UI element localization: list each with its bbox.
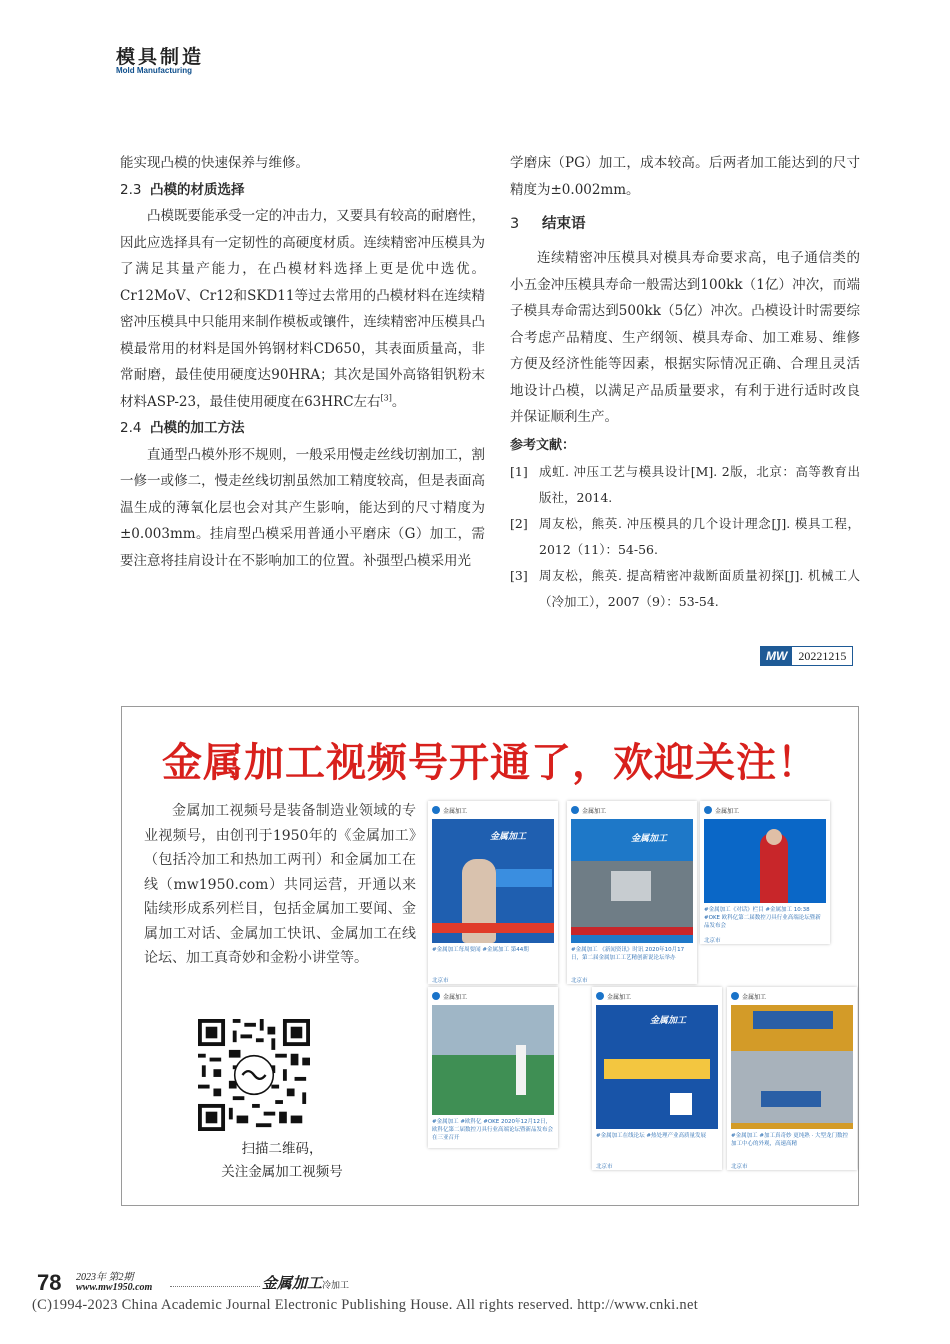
video-card[interactable] [592,987,722,1170]
channel-name: 金属加工 [607,993,632,1001]
channel-avatar-icon [571,806,579,814]
references-title: 参考文献： [510,437,576,453]
reference-number: [3] [510,568,528,583]
video-thumbnail [704,819,826,903]
mw-date-badge [760,646,853,666]
footer-brand-logo [262,1272,349,1293]
video-channel-ad [121,706,859,1206]
channel-name: 金属加工 [582,807,607,815]
card-caption: #金属加工 #欧科亿 #OKE 2020年12月12日，欧科亿第二届数控刀具行业高端论坛暨新品发布会在三亚召开 [432,1119,554,1141]
section-heading-3 [510,209,860,239]
card-caption: #金属加工每周要闻 #金属加工 第44期 [432,947,529,953]
channel-avatar-icon [596,992,604,1000]
journal-name: 模具制造 [116,46,205,68]
brand-name: 金属加工 [262,1274,323,1292]
card-header [567,801,697,819]
mw-logo: MW [761,647,792,665]
card-header [592,987,722,1005]
card-header [727,987,857,1005]
journal-url: www.mw1950.com [76,1282,153,1293]
ad-paragraph: 金属加工视频号是装备制造业领域的专业视频号，由创刊于1950年的《金属加工》（包括冷加工和热加工两刊）和金属加工在线（mw1950.com）共同运营，开通以来陆续形成系列栏目，包括金属加工要闻、金属加工对话、金属加工快讯、金属加工在线论坛、加工真奇妙和金粉小讲堂等。 [144,803,416,966]
section-title: 凸模的加工方法 [150,420,245,436]
section-number: 2.4 [120,420,142,436]
video-card[interactable] [428,987,558,1148]
channel-avatar-icon [704,806,712,814]
paragraph-conclusion: 连续精密冲压模具对模具寿命要求高，电子通信类的小五金冲压模具寿命一般需达到100kk（1亿）冲次，而端子模具寿命需达到500kk（5亿）冲次。凸模设计时需要综合考虑产品精度、生产纲领、模具寿命、加工难易、维修方便及经济性能等因素，根据实际情况正确、合理且灵活地设计凸模，以满足产品质量要求，有利于进行适时改良并保证顺利生产。 [510,250,860,425]
video-thumbnail: 金属加工 [596,1005,718,1129]
citation: [3] [380,393,392,402]
right-column [510,150,860,615]
footer-divider [170,1286,260,1287]
ad-description [144,799,416,971]
reference-text: 成虹. 冲压工艺与模具设计[M]. 2版，北京：高等教育出版社，2014. [539,464,860,505]
reference-text: 周友松，熊英. 冲压模具的几个设计理念[J]. 模具工程，2012（11）：54-56. [539,516,860,557]
paragraph-processing: 直通型凸模外形不规则，一般采用慢走丝线切割加工，割一修一或修二，慢走丝线切割虽然加工精度较高，但是表面高温生成的薄氧化层也会对其产生影响，能达到的尺寸精度为±0.003mm。挂肩型凸模采用普通小平磨床（G）加工，需要注意将挂肩设计在不影响加工的位置。补强型凸模采用光 [120,446,485,569]
video-card[interactable] [428,801,558,984]
page-number: 78 [37,1270,62,1295]
reference-item [510,459,860,511]
card-location: 北京市 [571,978,588,984]
section-title: 结束语 [542,216,586,232]
section-heading-2-4 [120,415,485,442]
card-caption: #金属加工 《新闻资讯》时讯 2020年10月17日，第二届金属加工工艺精创新说论坛举办 [571,947,685,961]
section-title: 凸模的材质选择 [150,181,245,198]
video-card[interactable] [567,801,697,984]
reference-item [510,511,860,563]
channel-name: 金属加工 [742,993,767,1001]
video-card[interactable] [700,801,830,944]
channel-name: 金属加工 [443,993,468,1001]
section-heading-2-3 [120,177,485,204]
card-location: 北京市 [731,1164,748,1170]
video-thumbnail [731,1005,853,1129]
continued-paragraph: 能实现凸模的快速保养与维修。 [120,155,309,171]
section-number: 2.3 [120,181,142,198]
qr-caption-line-2: 关注金属加工视频号 [221,1164,343,1180]
video-card[interactable] [727,987,857,1170]
card-caption: #金属加工在线论坛 #热处理产业高质量发展 [596,1133,706,1139]
ad-title: 金属加工视频号开通了，欢迎关注！ [162,740,818,786]
card-location: 北京市 [432,978,449,984]
video-thumbnail: 金属加工 [571,819,693,943]
card-location: 北京市 [704,938,721,944]
qr-code-icon[interactable] [198,1019,310,1131]
reference-text: 周友松，熊英. 提高精密冲裁断面质量初探[J]. 机械工人（冷加工），2007（9）：53-54. [539,568,860,609]
journal-english-name: Mold Manufacturing [116,66,192,75]
continued-paragraph: 学磨床（PG）加工，成本较高。后两者加工能达到的尺寸精度为±0.002mm。 [510,155,860,198]
card-header [700,801,830,819]
left-column [120,150,485,574]
copyright-notice: (C)1994-2023 China Academic Journal Electronic Publishing House. All rights reserved. http://www.cnki.net [32,1297,699,1313]
card-caption: #金属加工 #加工真奇妙 更纯熟 · 大型龙门数控加工中心的外观，高速高精 [731,1133,848,1147]
badge-date: 20221215 [798,649,847,663]
reference-item [510,563,860,615]
channel-name: 金属加工 [715,807,740,815]
video-thumbnail: 金属加工 [432,819,554,943]
reference-number: [1] [510,464,528,479]
channel-avatar-icon [432,992,440,1000]
channel-avatar-icon [731,992,739,1000]
card-location: 北京市 [596,1164,613,1170]
brand-subtitle: 冷加工 [322,1281,350,1291]
paragraph-material [120,203,485,415]
issue-label: 2023年 第2期 [76,1272,134,1283]
paragraph-text: 凸模既要能承受一定的冲击力，又要具有较高的耐磨性，因此应选择具有一定韧性的高硬度材质。连续精密冲压模具为了满足其量产能力，在凸模材料选择上更是优中选优。Cr12MoV、Cr12和SKD11等过去常用的凸模材料在连续精密冲压模具中只能用来制作模板或镶件，连续精密冲压模具凸模最常用的材料是国外钨钢材料CD650，其表面质量高，非常耐磨，最佳使用硬度达90HRA；其次是国外高铬钼钒粉末材料ASP-23，最佳使用硬度在63HRC左右 [120,208,485,410]
qr-caption-line-1: 扫描二维码， [241,1141,323,1157]
card-header [428,987,558,1005]
video-thumbnail [432,1005,554,1115]
card-header [428,801,558,819]
card-caption: #金属加工《对话》栏目 #金属加工 10:38 #OKE 欧科亿第二届数控刀具行业高端论坛暨新品发布会 [704,907,821,929]
reference-number: [2] [510,516,528,531]
channel-name: 金属加工 [443,807,468,815]
reference-list [510,459,860,615]
channel-avatar-icon [432,806,440,814]
section-number: 3 [510,216,520,232]
paragraph-end: 。 [391,393,406,410]
